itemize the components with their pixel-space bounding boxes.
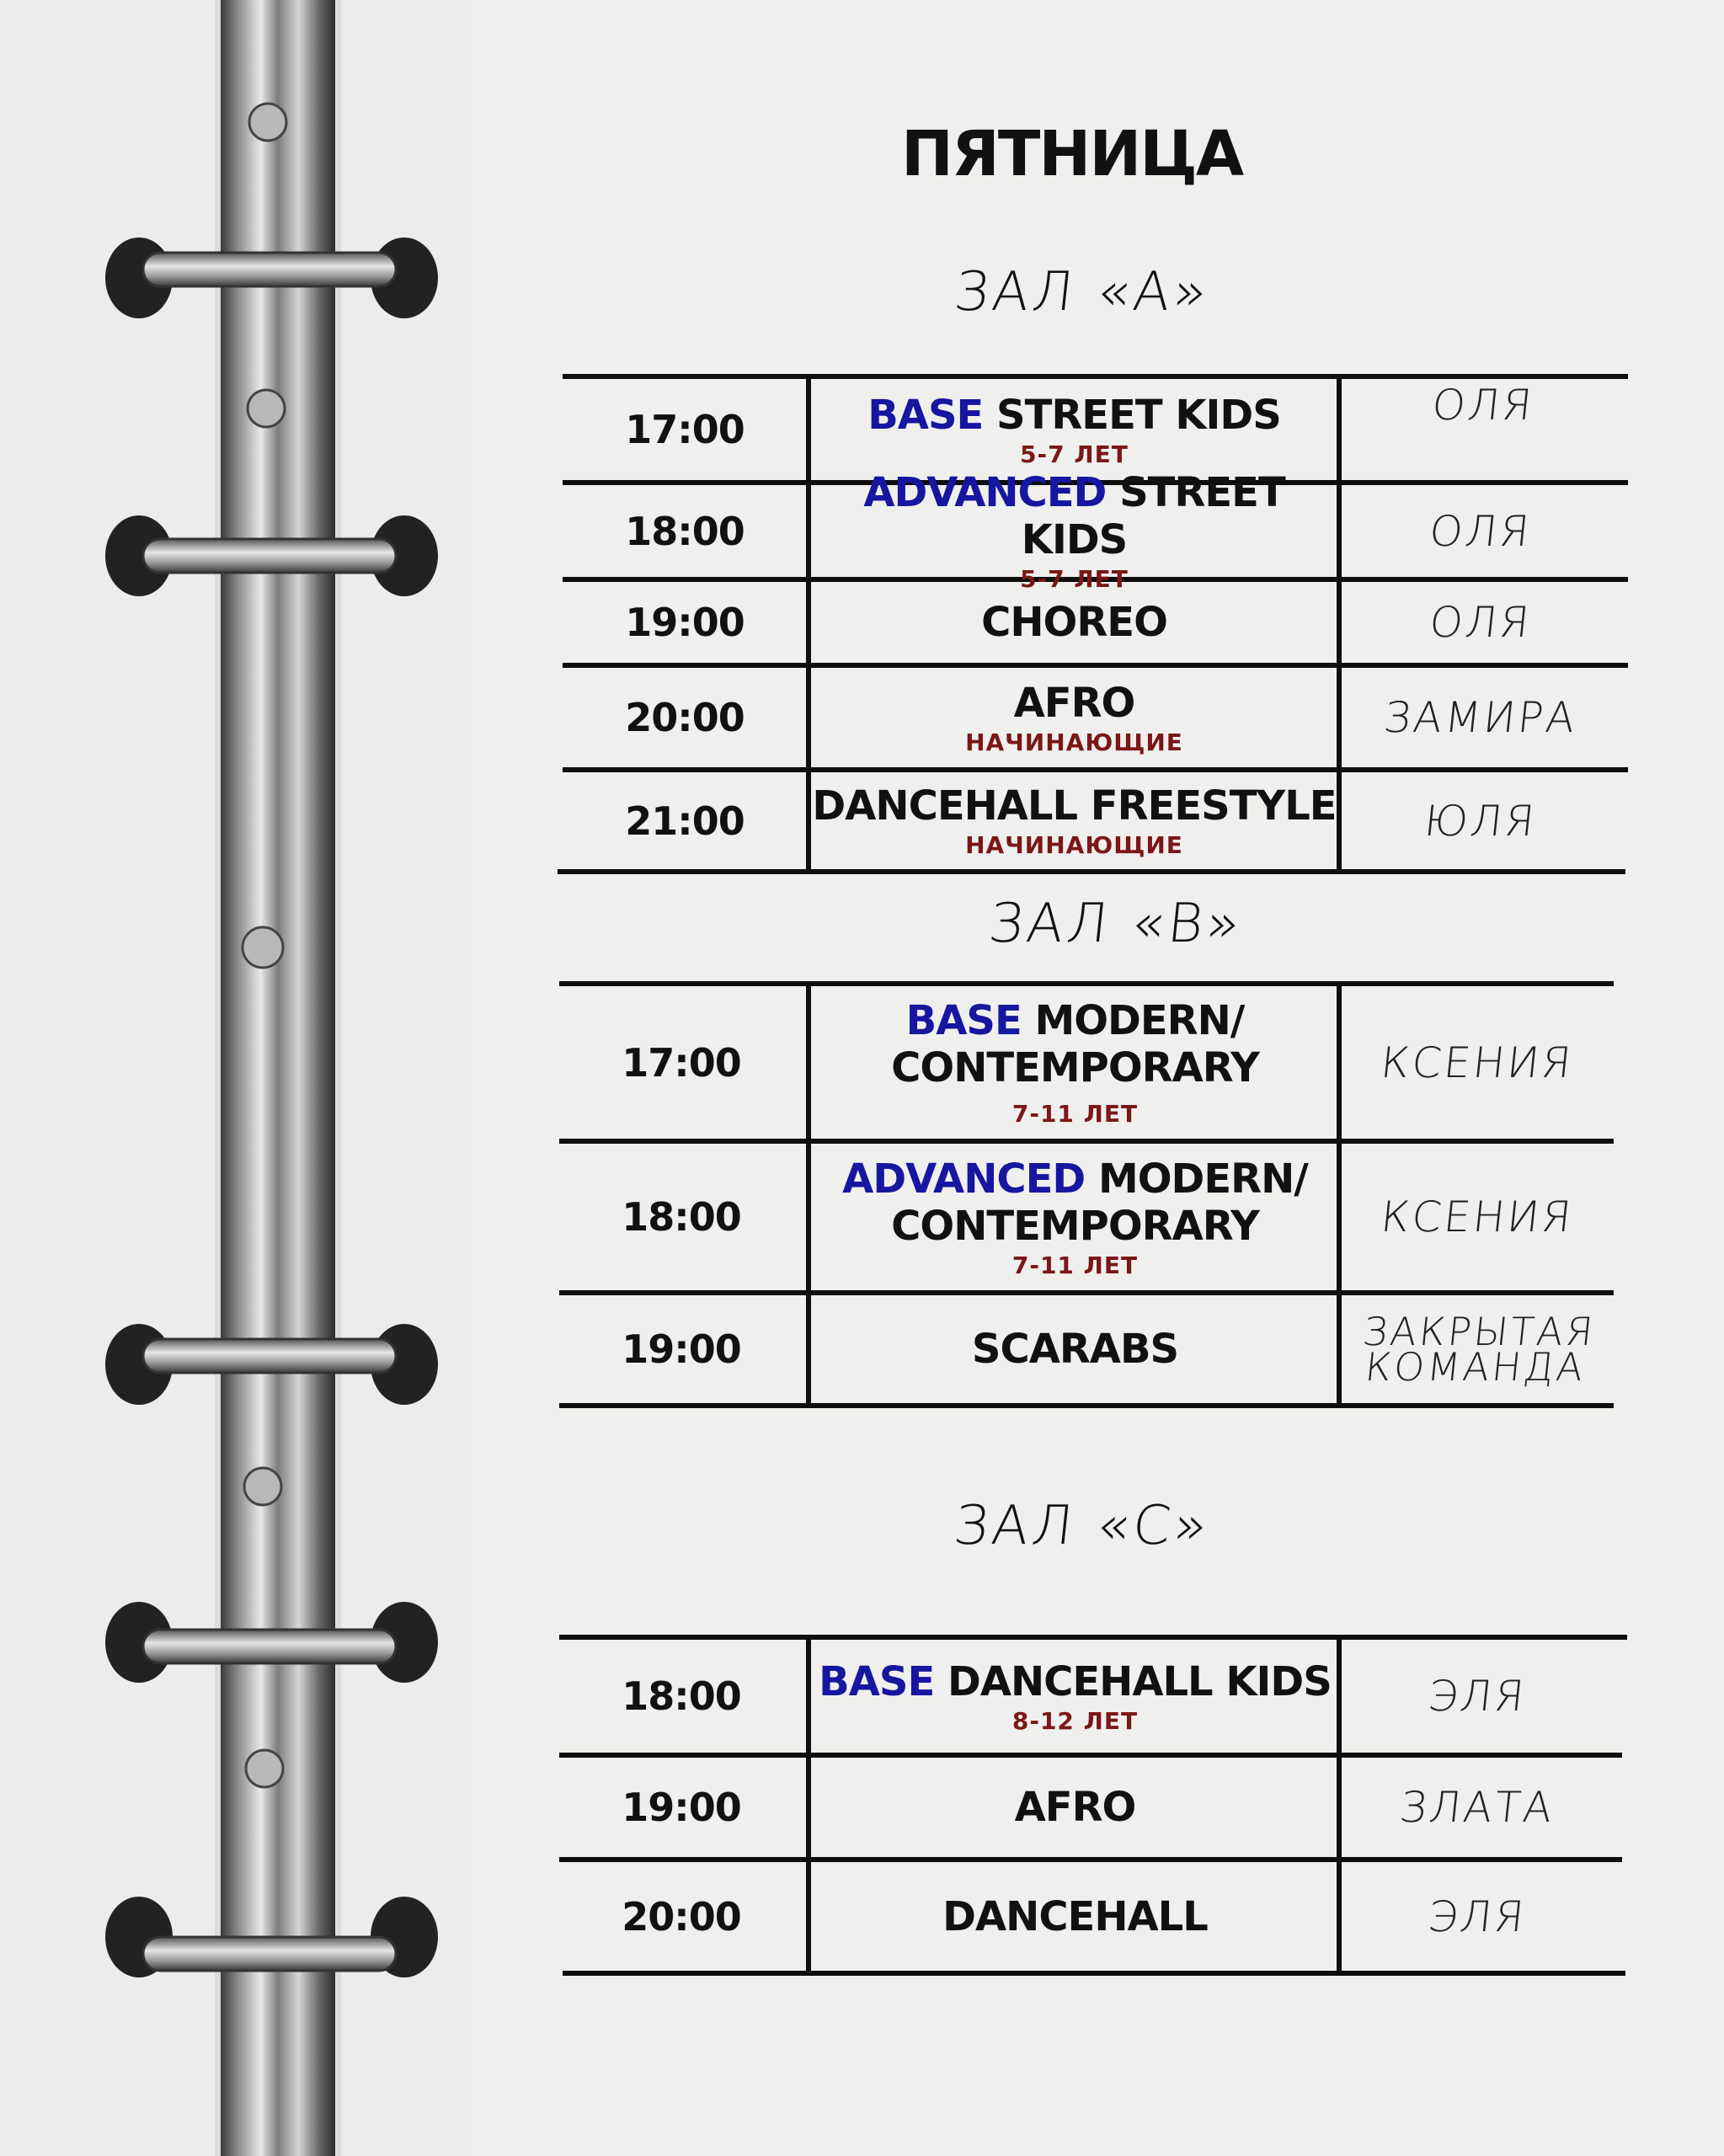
level-label: НАЧИНАЮЩИЕ (965, 728, 1183, 756)
level-label: BASE (819, 1657, 935, 1705)
hall-a-row-1 (563, 379, 1628, 480)
teacher: ОЛЯ (1427, 598, 1535, 647)
teacher: ЭЛЯ (1425, 1892, 1529, 1941)
hall-b-row-3 (559, 1295, 1625, 1403)
time: 21:00 (625, 798, 745, 844)
class-name: STREET KIDS (996, 391, 1281, 439)
hall-a-row-3 (563, 582, 1628, 663)
teacher: ЗЛАТА (1397, 1783, 1557, 1832)
age-label: 7-11 ЛЕТ (1011, 1100, 1139, 1128)
hall-b-title: ЗАЛ «В» (985, 893, 1246, 955)
hall-a-title: ЗАЛ «А» (951, 261, 1214, 323)
hall-c-row-1 (559, 1640, 1625, 1753)
time: 18:00 (625, 508, 745, 554)
hall-a-row-5 (563, 772, 1628, 869)
hall-c-row-2 (559, 1758, 1625, 1857)
time: 20:00 (625, 695, 745, 740)
teacher: ЗАКРЫТАЯ (1360, 1309, 1598, 1354)
level-label: НАЧИНАЮЩИЕ (965, 831, 1183, 859)
class-name: DANCEHALL (942, 1892, 1208, 1940)
time: 17:00 (625, 407, 745, 452)
time: 18:00 (622, 1194, 741, 1240)
teacher: ОЛЯ (1429, 381, 1537, 430)
class-name: MODERN/ (1034, 997, 1245, 1044)
time: 19:00 (622, 1785, 741, 1830)
class-name: MODERN/ (1097, 1155, 1308, 1203)
class-name: DANCEHALL FREESTYLE (812, 782, 1337, 830)
teacher: ЭЛЯ (1425, 1672, 1529, 1721)
class-name-line2: CONTEMPORARY (891, 1202, 1259, 1250)
class-name: AFRO (1013, 679, 1135, 727)
class-name: SCARABS (971, 1326, 1179, 1373)
time: 18:00 (622, 1673, 741, 1719)
level-label: BASE (905, 997, 1022, 1044)
time: 17:00 (622, 1039, 741, 1086)
hall-a-row-4 (563, 668, 1628, 767)
age-label: 7-11 ЛЕТ (1011, 1251, 1139, 1279)
hall-a-row-2 (563, 469, 1628, 593)
class-name: STREET KIDS (1021, 469, 1285, 563)
class-name-line2: CONTEMPORARY (891, 1044, 1259, 1091)
level-label: ADVANCED (863, 469, 1107, 516)
hall-b-row-2 (559, 1144, 1625, 1290)
time: 19:00 (625, 600, 745, 645)
hall-c-row-3 (559, 1862, 1625, 1971)
level-label: ADVANCED (842, 1155, 1086, 1203)
class-name: DANCEHALL KIDS (947, 1657, 1332, 1705)
hall-c-title: ЗАЛ «С» (951, 1495, 1214, 1557)
teacher: ЗАМИРА (1381, 693, 1580, 742)
age-label: 5-7 ЛЕТ (1020, 440, 1129, 468)
class-name: CHOREO (981, 599, 1167, 646)
hall-b-row-1 (559, 986, 1625, 1139)
day-title: ПЯТНИЦА (901, 118, 1243, 190)
time: 20:00 (622, 1893, 741, 1940)
teacher: КСЕНИЯ (1378, 1038, 1577, 1087)
class-name: AFRO (1014, 1784, 1136, 1831)
time: 19:00 (622, 1326, 741, 1372)
teacher-line2: КОМАНДА (1363, 1344, 1588, 1390)
teacher: ОЛЯ (1427, 506, 1535, 556)
age-label: 8-12 ЛЕТ (1011, 1706, 1139, 1735)
teacher: КСЕНИЯ (1378, 1193, 1577, 1241)
level-label: BASE (867, 391, 984, 439)
age-label: 5-7 ЛЕТ (1020, 565, 1129, 593)
teacher: ЮЛЯ (1422, 796, 1540, 846)
binder-rings-illustration (0, 0, 472, 2156)
